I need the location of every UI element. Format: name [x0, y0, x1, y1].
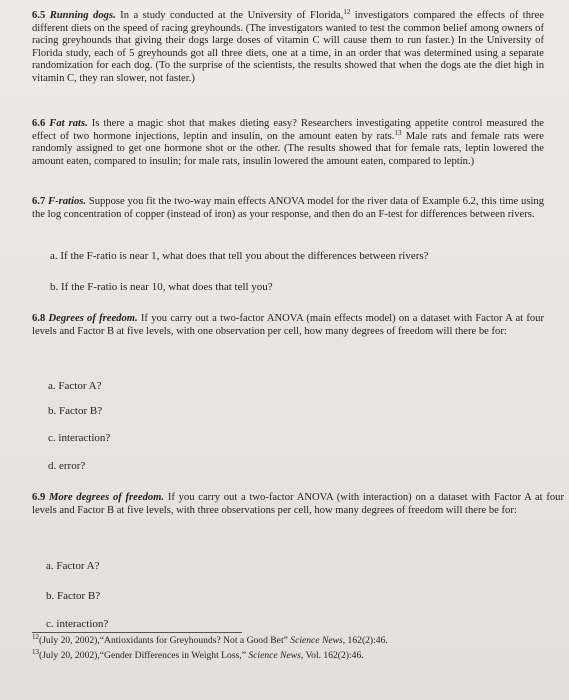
exercise-text: If you carry out a two-factor ANOVA (with interaction) on a dataset with Factor A at four levels and Factor B at five levels, with three observations per cell, how many degrees of freedom will there be for: — [32, 492, 565, 516]
exercise-6-8-part-c: c. interaction? — [48, 432, 111, 444]
footnote-citation: , 162(2):46. — [342, 635, 388, 646]
exercise-number: 6.6 — [32, 118, 46, 129]
exercise-6-5 — [32, 10, 544, 86]
exercise-6-8-part-b: b. Factor B? — [48, 405, 103, 417]
footnote-13 — [32, 650, 364, 662]
exercise-6-7-part-b: b. If the F-ratio is near 10, what does that tell you? — [50, 281, 273, 293]
exercise-text: In a study conducted at the University of Florida, — [115, 10, 344, 21]
exercise-6-6 — [32, 118, 544, 168]
exercise-6-8-part-d: d. error? — [48, 460, 86, 472]
exercise-title: F-ratios. — [48, 196, 87, 207]
footnote-number: 12 — [32, 633, 39, 641]
exercise-6-8-part-a: a. Factor A? — [48, 380, 102, 392]
exercise-title: Fat rats. — [49, 118, 88, 129]
exercise-6-7 — [32, 196, 544, 221]
footnote-source: Science News — [290, 635, 343, 646]
exercise-6-9-part-c: c. interaction? — [46, 618, 109, 630]
exercise-text: Is there a magic shot that makes dieting easy? Researchers investigating appetite control measured the effect of two hormone injections, leptin and insulin, on the amount eaten by rats. — [32, 118, 544, 142]
footnote-ref-13: 13 — [394, 128, 402, 137]
footnote-source: Science News — [248, 650, 301, 661]
exercise-title: More degrees of freedom. — [49, 492, 165, 503]
exercise-number: 6.9 — [32, 492, 46, 503]
footnote-text: (July 20, 2002),“Antioxidants for Greyhounds? Not a Good Bet” — [39, 635, 291, 646]
exercise-6-9-part-a: a. Factor A? — [46, 560, 100, 572]
exercise-6-9-part-b: b. Factor B? — [46, 590, 101, 602]
exercise-6-7-part-a: a. If the F-ratio is near 1, what does that tell you about the differences between rivers? — [50, 250, 429, 262]
footnote-citation: , Vol. 162(2):46. — [300, 650, 364, 661]
exercise-number: 6.7 — [32, 196, 46, 207]
exercise-title: Degrees of freedom. — [48, 313, 138, 324]
footnote-ref-12: 12 — [343, 8, 351, 16]
footnote-divider — [32, 632, 242, 633]
exercise-6-8 — [32, 313, 544, 338]
exercise-title: Running dogs. — [49, 10, 116, 21]
footnote-number: 13 — [32, 648, 39, 656]
exercise-number: 6.5 — [32, 10, 46, 21]
exercise-text-cont: investigators compared the effects of three different diets on the speed of racing greyhounds. (The investigators wanted to test the common belief among owners of racing greyhounds that giving their dogs large doses of vitamin C will cause them to run faster.) In the University of Florida study, each of 5 greyhounds got all three diets, one at a time, in an order that was determined using a separate randomization for each dog. (To the surprise of the scientists, the results showed that when the dogs ate the diet high in vitamin C, they ran slower, not faster.) — [32, 10, 544, 84]
exercise-6-9 — [32, 492, 564, 517]
footnote-text: (July 20, 2002),“Gender Differences in Weight Loss,” — [39, 650, 249, 661]
exercise-text: If you carry out a two-factor ANOVA (main effects model) on a dataset with Factor A at four levels and Factor B at five levels, with one observation per cell, how many degrees of freedom will there be for: — [32, 313, 544, 337]
footnote-12 — [32, 635, 388, 647]
exercise-number: 6.8 — [32, 313, 46, 324]
exercise-text: Suppose you fit the two-way main effects ANOVA model for the river data of Example 6.2, this time using the log concentration of copper (instead of iron) as your response, and then do an F-test for differences between rivers. — [32, 196, 544, 220]
exercise-text-cont: Male rats and female rats were randomly assigned to get one hormone shot or the other. (The results showed that for female rats, leptin lowered the amount eaten, compared to insulin; for male rats, insulin lowered the amount eaten, compared to leptin.) — [32, 130, 544, 167]
